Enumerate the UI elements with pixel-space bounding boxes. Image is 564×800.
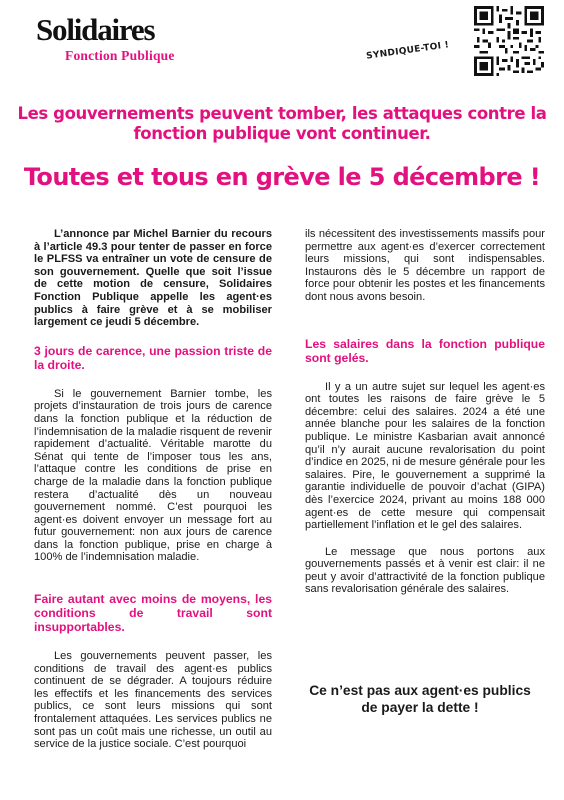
section-body-message: Le message que nous portons aux gouvernements passés et à venir est clair: il ne peut y avoir d’attractivité de la fonction publique sans revalorisation générale des salaires. bbox=[305, 545, 545, 596]
section-body-conditions-continued: ils nécessitent des investissements massifs pour permettre aux agent·es d’exercer correctement leurs missions, qui sont indispensables. Instaurons dès le 5 décembre un rapport de force pour obtenir les postes et les financements dont nous avons besoin. bbox=[305, 228, 545, 303]
logo-subtitle: Fonction Publique bbox=[65, 48, 175, 63]
section-title-salaires: Les salaires dans la fonction publique sont gelés. bbox=[305, 336, 545, 365]
section-body-carence: Si le gouvernement Barnier tombe, les projets d’instauration de trois jours de carence dans la fonction publique et la réduction de l’indemnisation de la maladie risquent de revenir rapidement d’actualité. Véritable marotte du Sénat qui tente de l’imposer tous les ans, l’attaque contre les conditions de prise en charge de la maladie dans la fonction publique restera d’actualité dès un nouveau gouvernement nommé. C’est pourquoi les agent·es doivent envoyer un message fort au futur gouvernement: non aux jours de carence dans la fonction publique, prise en charge à 100% de l’indemnisation maladie. bbox=[34, 387, 272, 564]
section-body-conditions: Les gouvernements peuvent passer, les conditions de travail des agent·es publics continuent de se dégrader. A toujours réduire les effectifs et les financements des services publics, ce sont leurs missions qui sont frontalement attaquées. Les services publics ne sont pas un coût mais une richesse, un outil au service de la justice sociale. C’est pourquoi bbox=[34, 650, 272, 751]
solidaires-logo bbox=[36, 14, 175, 64]
syndique-label: SYNDIQUE-TOI ! bbox=[365, 40, 450, 62]
headline-call-to-strike: Toutes et tous en grève le 5 décembre ! bbox=[23, 163, 541, 191]
intro-paragraph: L’annonce par Michel Barnier du recours à l’article 49.3 pour tenter de passer en force le PLFSS va entraîner un vote de censure de son gouvernement. Quelle que soit l’issue de cette motion de censure, Solidaires Fonction Publique appelle les agent·es publics à faire grève et à se mobiliser largement ce jeudi 5 décembre. bbox=[34, 228, 272, 329]
logo-wordmark: Solidaires bbox=[36, 12, 155, 47]
right-column bbox=[305, 228, 545, 596]
left-column bbox=[34, 228, 272, 751]
headline-primary: Les gouvernements peuvent tomber, les attaques contre la fonction publique vont continuer. bbox=[17, 104, 547, 143]
qr-code-icon[interactable] bbox=[474, 6, 544, 76]
section-title-carence: 3 jours de carence, une passion triste de la droite. bbox=[34, 343, 272, 372]
section-body-salaires: Il y a un autre sujet sur lequel les agent·es ont toutes les raisons de faire grève le 5 décembre: celui des salaires. 2024 a été une année blanche pour les salaires de la fonction publique. Le ministre Kasbarian avait annoncé qu’il n’y aurait aucune revalorisation du point d’indice en 2025, ni de mesure générale pour les salaires. Pire, le gouvernement a supprimé la garantie individuelle de pouvoir d’achat (GIPA) dès l’exercice 2024, privant au moins 188 000 agent·es de cette mesure qui compensait partiellement l’inflation et le gel des salaires. bbox=[305, 380, 545, 532]
closing-statement: Ce n’est pas aux agent·es publics de payer la dette ! bbox=[309, 683, 531, 715]
section-title-conditions: Faire autant avec moins de moyens, les conditions de travail sont insupportables. bbox=[34, 592, 272, 635]
